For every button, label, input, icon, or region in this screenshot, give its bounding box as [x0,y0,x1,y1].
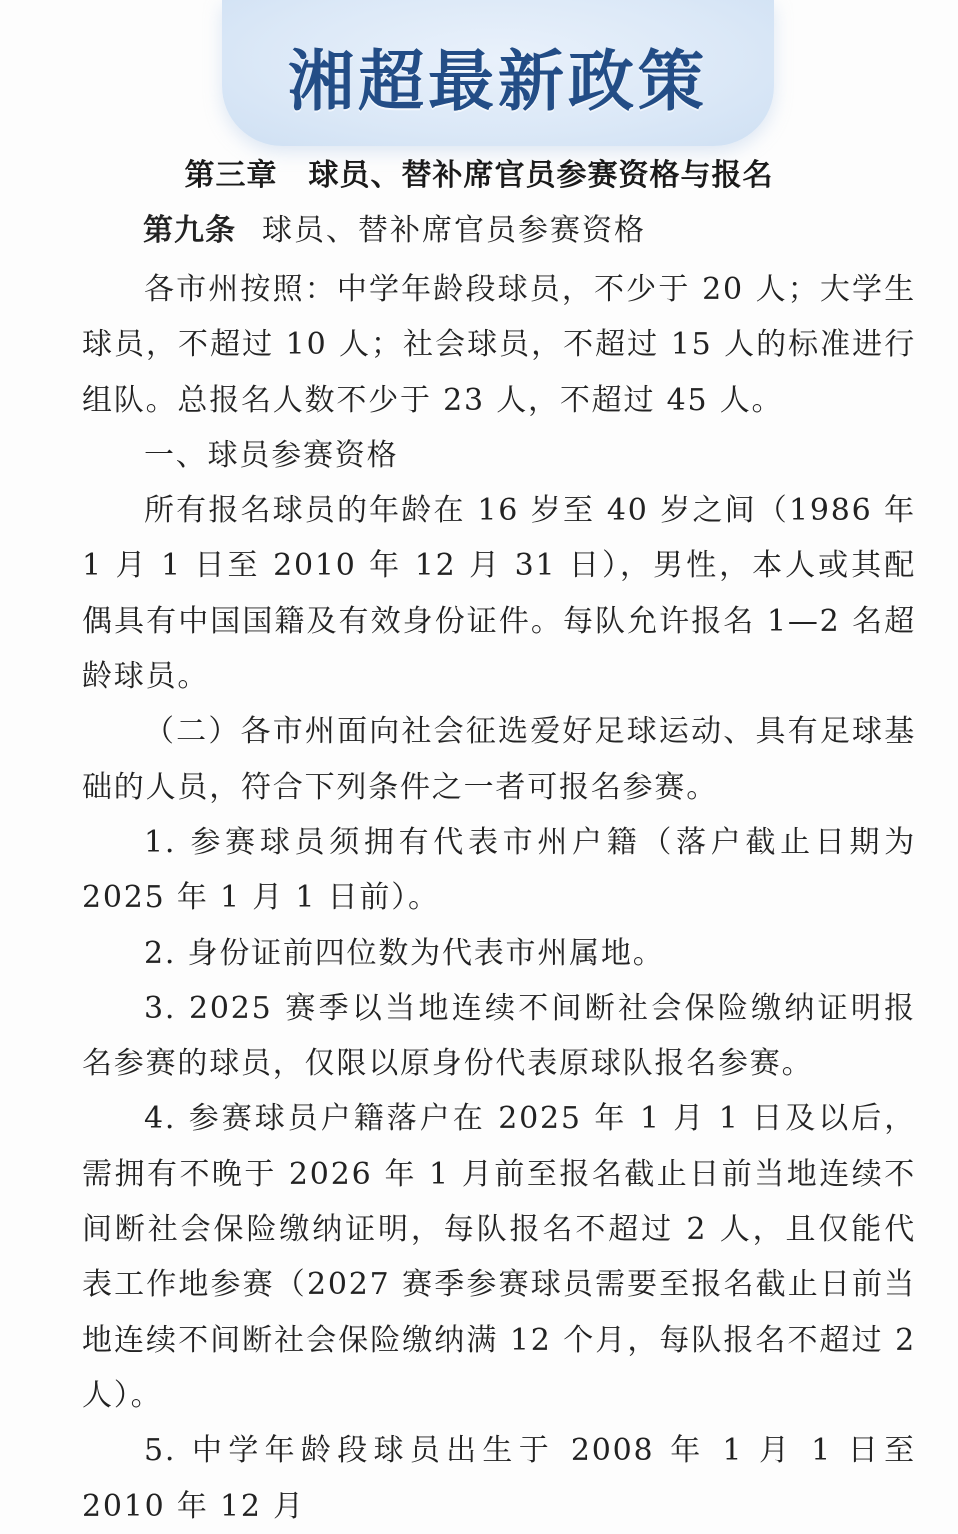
paragraph-age-requirement: 所有报名球员的年龄在 16 岁至 40 岁之间（1986 年 1 月 1 日至 2010 年 12 月 31 日），男性，本人或其配偶具有中国国籍及有效身份证件。每队允许报名 1—2 名超龄球员。 [82,493,916,695]
article-heading [143,205,646,249]
article-label: 第九条 [143,213,236,248]
paragraph-public-selection: （二）各市州面向社会征选爱好足球运动、具有足球基础的人员，符合下列条件之一者可报名参赛。 [82,714,916,805]
list-item-household-registration: 1. 参赛球员须拥有代表市州户籍（落户截止日期为 2025 年 1 月 1 日前）。 [82,824,916,916]
list-item-new-registration: 4. 参赛球员户籍落户在 2025 年 1 月 1 日及以后，需拥有不晚于 2026 年 1 月前至报名截止日前当地连续不间断社会保险缴纳证明，每队报名不超过 2 人，且仅能代表工作地参赛（2027 赛季参赛球员需要至报名截止日前当地连续不间断社会保险缴纳满 12 个月，每队报名不超过 2 人）。 [82,1101,916,1413]
paragraph-team-composition: 各市州按照：中学年龄段球员，不少于 20 人；大学生球员，不超过 10 人；社会球员，不超过 15 人的标准进行组队。总报名人数不少于 23 人，不超过 45 人。 [82,272,916,418]
section-heading-player-eligibility: 一、球员参赛资格 [144,437,399,473]
article-title: 球员、替补席官员参赛资格 [262,213,646,248]
chapter-title: 第三章 球员、替补席官员参赛资格与报名 [184,158,774,193]
banner-title: 湘超最新政策 [288,43,708,120]
list-item-id-prefix: 2. 身份证前四位数为代表市州属地。 [144,935,665,971]
title-banner [222,0,774,146]
list-item-social-insurance: 3. 2025 赛季以当地连续不间断社会保险缴纳证明报名参赛的球员，仅限以原身份代表原球队报名参赛。 [82,990,916,1082]
list-item-middle-school-age: 5. 中学年龄段球员出生于 2008 年 1 月 1 日至 2010 年 12 月 [82,1433,916,1524]
document-body [82,262,916,1534]
